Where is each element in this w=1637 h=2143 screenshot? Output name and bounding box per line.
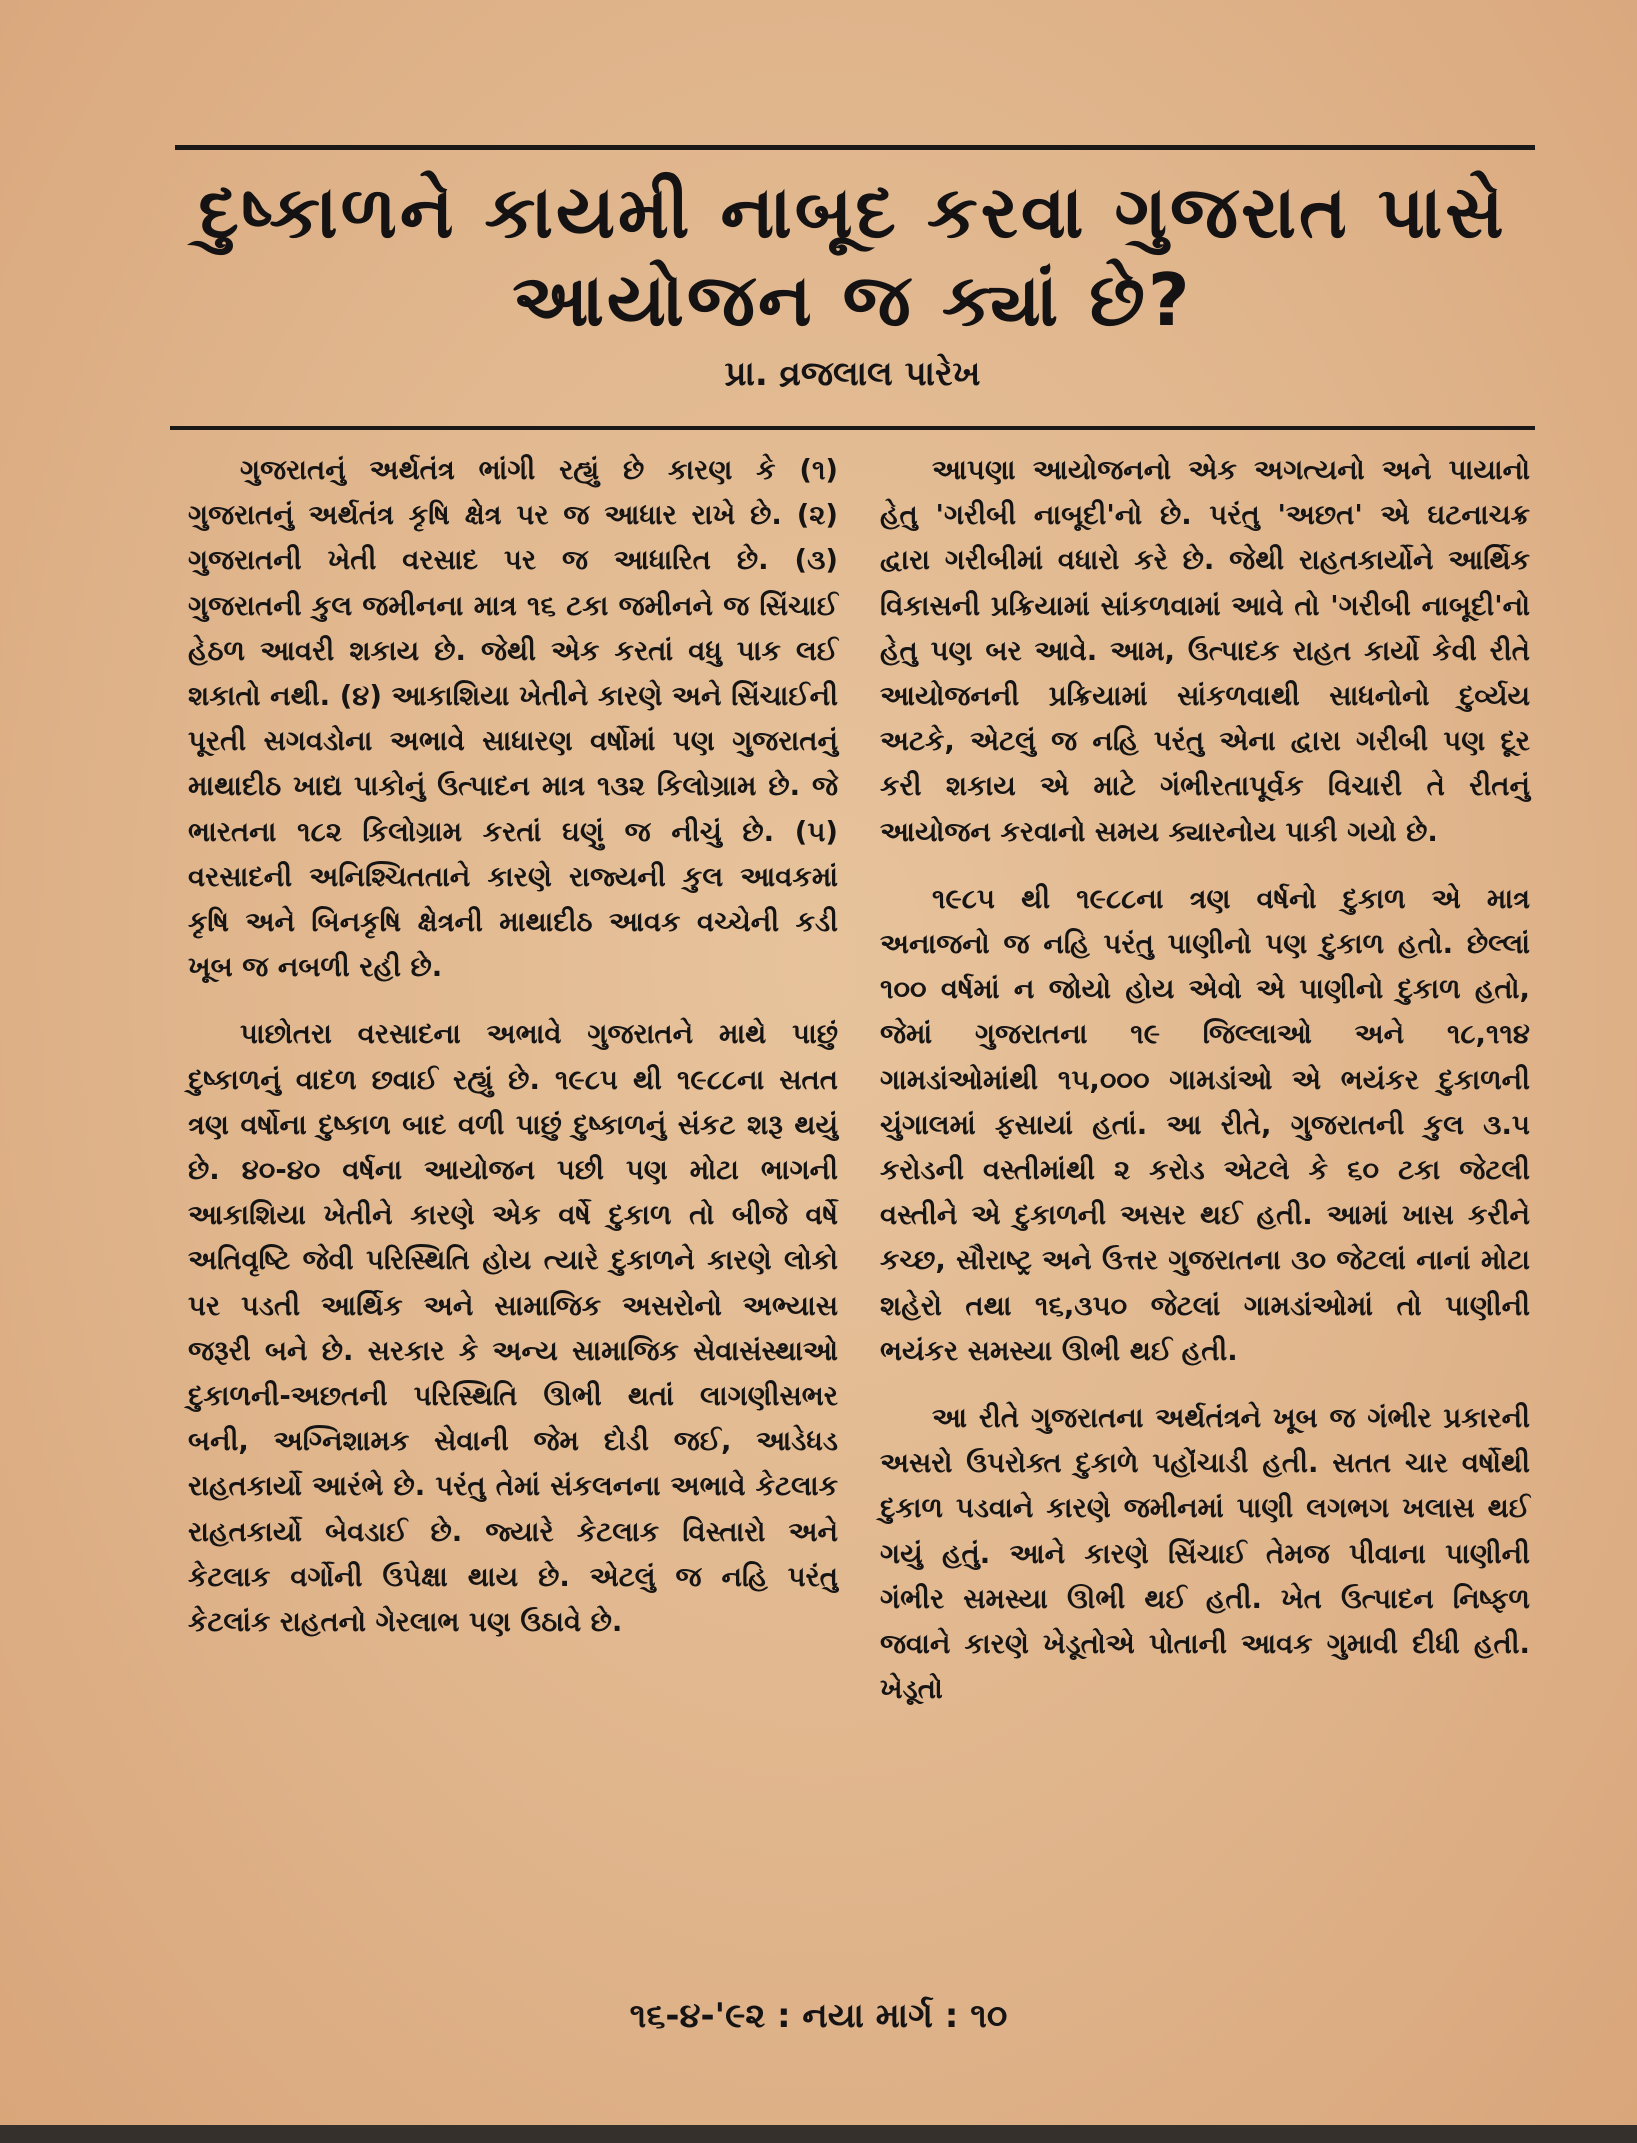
right-paragraph-3: આ રીતે ગુજરાતના અર્થતંત્રને ખૂબ જ ગંભીર પ્રકારની અસરો ઉપરોક્ત દુકાળે પહોંચાડી હતી. સતત ચાર વર્ષોથી દુકાળ પડવાને કારણે જમીનમાં પાણી લગભગ ખલાસ થઈ ગયું હતું. આને કારણે સિંચાઈ તેમજ પીવાના પાણીની ગંભીર સમસ્યા ઊભી થઈ હતી. ખેત ઉત્પાદન નિષ્ફળ જવાને કારણે ખેડૂતોએ પોતાની આવક ગુમાવી દીધી હતી. ખેડૂતો [880,1402,1530,1706]
top-rule [175,145,1535,150]
right-paragraph-1: આપણા આયોજનનો એક અગત્યનો અને પાયાનો હેતુ 'ગરીબી નાબૂદી'નો છે. પરંતુ 'અછત' એ ઘટનાચક્ર દ્વારા ગરીબીમાં વધારો કરે છે. જેથી રાહતકાર્યોને આર્થિક વિકાસની પ્રક્રિયામાં સાંકળવામાં આવે તો 'ગરીબી નાબૂદી'નો હેતુ પણ બર આવે. આમ, ઉત્પાદક રાહત કાર્યો કેવી રીતે આયોજનની પ્રક્રિયામાં સાંકળવાથી સાધનોનો દુર્વ્યય અટકે, એટલું જ નહિ પરંતુ એના દ્વારા ગરીબી પણ દૂર કરી શકાય એ માટે ગંભીરતાપૂર્વક વિચારી તે રીતનું આયોજન કરવાનો સમય ક્યારનોય પાકી ગયો છે. [880,454,1530,848]
right-column [880,448,1530,1712]
article-title-line-2: આયોજન જ ક્યાં છે? [512,258,1193,342]
article-title-line-1: દુષ્કાળને કાયમી નાબૂદ કરવા ગુજરાત પાસે [198,170,1507,254]
article-author: પ્રા. વ્રજલાલ પારેખ [724,354,981,394]
right-paragraph-2: ૧૯૮૫ થી ૧૯૮૮ના ત્રણ વર્ષનો દુકાળ એ માત્ર અનાજનો જ નહિ પરંતુ પાણીનો પણ દુકાળ હતો. છેલ્લાં ૧૦૦ વર્ષમાં ન જોયો હોય એવો એ પાણીનો દુકાળ હતો, જેમાં ગુજરાતના ૧૯ જિલ્લાઓ અને ૧૮,૧૧૪ ગામડાંઓમાંથી ૧૫,૦૦૦ ગામડાંઓ એ ભયંકર દુકાળની ચુંગાલમાં ફસાયાં હતાં. આ રીતે, ગુજરાતની કુલ ૩.૫ કરોડની વસ્તીમાંથી ૨ કરોડ એટલે કે ૬૦ ટકા જેટલી વસ્તીને એ દુકાળની અસર થઈ હતી. આમાં ખાસ કરીને કચ્છ, સૌરાષ્ટ્ર અને ઉત્તર ગુજરાતના ૩૦ જેટલાં નાનાં મોટા શહેરો તથા ૧૬,૩૫૦ જેટલાં ગામડાંઓમાં તો પાણીની ભયંકર સમસ્યા ઊભી થઈ હતી. [880,882,1530,1367]
left-paragraph-2: પાછોતરા વરસાદના અભાવે ગુજરાતને માથે પાછું દુષ્કાળનું વાદળ છવાઈ રહ્યું છે. ૧૯૮૫ થી ૧૯૮૮ના સતત ત્રણ વર્ષોના દુષ્કાળ બાદ વળી પાછું દુષ્કાળનું સંકટ શરૂ થયું છે. ૪૦-૪૦ વર્ષના આયોજન પછી પણ મોટા ભાગની આકાશિયા ખેતીને કારણે એક વર્ષે દુકાળ તો બીજે વર્ષે અતિવૃષ્ટિ જેવી પરિસ્થિતિ હોય ત્યારે દુકાળને કારણે લોકો પર પડતી આર્થિક અને સામાજિક અસરોનો અભ્યાસ જરૂરી બને છે. સરકાર કે અન્ય સામાજિક સેવાસંસ્થાઓ દુકાળની-અછતની પરિસ્થિતિ ઊભી થતાં લાગણીસભર બની, અગ્નિશામક સેવાની જેમ દોડી જઈ, આડેધડ રાહતકાર્યો આરંભે છે. પરંતુ તેમાં સંકલનના અભાવે કેટલાક રાહતકાર્યો બેવડાઈ છે. જ્યારે કેટલાક વિસ્તારો અને કેટલાક વર્ગોની ઉપેક્ષા થાય છે. એટલું જ નહિ પરંતુ કેટલાંક રાહતનો ગેરલાભ પણ ઉઠાવે છે. [188,1018,838,1639]
scan-bottom-edge [0,2125,1637,2143]
page-footer: ૧૬-૪-'૯૨ : નયા માર્ગ : ૧૦ [629,1996,1008,2036]
left-column [188,448,838,1645]
header-rule [170,426,1535,430]
left-paragraph-1: ગુજરાતનું અર્થતંત્ર ભાંગી રહ્યું છે કારણ કે (૧) ગુજરાતનું અર્થતંત્ર કૃષિ ક્ષેત્ર પર જ આધાર રાખે છે. (૨) ગુજરાતની ખેતી વરસાદ પર જ આધારિત છે. (૩) ગુજરાતની કુલ જમીનના માત્ર ૧૬ ટકા જમીનને જ સિંચાઈ હેઠળ આવરી શકાય છે. જેથી એક કરતાં વધુ પાક લઈ શકાતો નથી. (૪) આકાશિયા ખેતીને કારણે અને સિંચાઈની પૂરતી સગવડોના અભાવે સાધારણ વર્ષોમાં પણ ગુજરાતનું માથાદીઠ ખાદ્ય પાકોનું ઉત્પાદન માત્ર ૧૩૨ કિલોગ્રામ છે. જે ભારતના ૧૮૨ કિલોગ્રામ કરતાં ઘણું જ નીચું છે. (૫) વરસાદની અનિશ્ચિતતાને કારણે રાજ્યની કુલ આવકમાં કૃષિ અને બિનકૃષિ ક્ષેત્રની માથાદીઠ આવક વચ્ચેની કડી ખૂબ જ નબળી રહી છે. [188,454,838,984]
